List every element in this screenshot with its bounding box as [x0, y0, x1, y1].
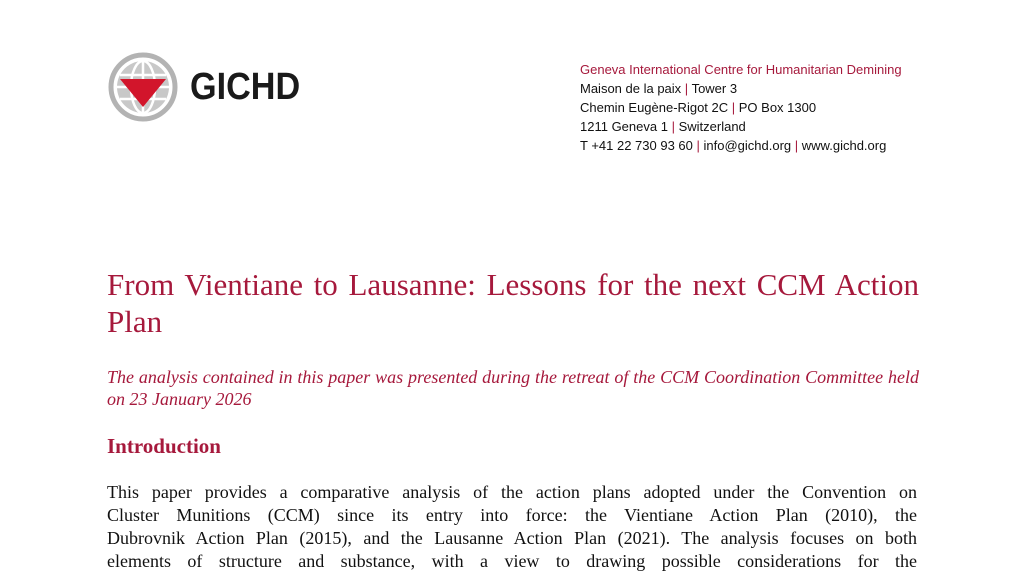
address-line: 1211 Geneva 1 | Switzerland	[580, 119, 746, 134]
document-subtitle: The analysis contained in this paper was presented during the retreat of the CCM Coordination Committee held on 23 January 2026	[107, 367, 919, 409]
address-block	[580, 60, 902, 155]
body-paragraph	[107, 481, 917, 573]
organization-name: Geneva International Centre for Humanitarian Demining	[580, 62, 902, 77]
body-line: Cluster Munitions (CCM) since its entry into force: the Vientiane Action Plan (2010), the	[107, 505, 917, 525]
document-title: From Vientiane to Lausanne: Lessons for the next CCM Action Plan	[107, 267, 919, 339]
logo-text: GICHD	[190, 65, 301, 108]
gichd-logo	[108, 52, 312, 122]
contact-line: T +41 22 730 93 60 | info@gichd.org | www.gichd.org	[580, 138, 887, 153]
globe-triangle-icon	[108, 52, 178, 122]
body-line: Dubrovnik Action Plan (2015), and the Lausanne Action Plan (2021). The analysis focuses on both	[107, 528, 917, 548]
phone: T +41 22 730 93 60	[580, 138, 697, 153]
email-link[interactable]: info@gichd.org	[703, 138, 795, 153]
website-link[interactable]: www.gichd.org	[801, 138, 887, 153]
address-line: Chemin Eugène-Rigot 2C | PO Box 1300	[580, 100, 817, 115]
section-heading: Introduction	[107, 434, 221, 458]
address-line: Maison de la paix | Tower 3	[580, 81, 738, 96]
body-line: elements of structure and substance, with a view to drawing possible considerations for the	[107, 551, 917, 571]
body-line: This paper provides a comparative analysis of the action plans adopted under the Convention on	[107, 482, 917, 502]
